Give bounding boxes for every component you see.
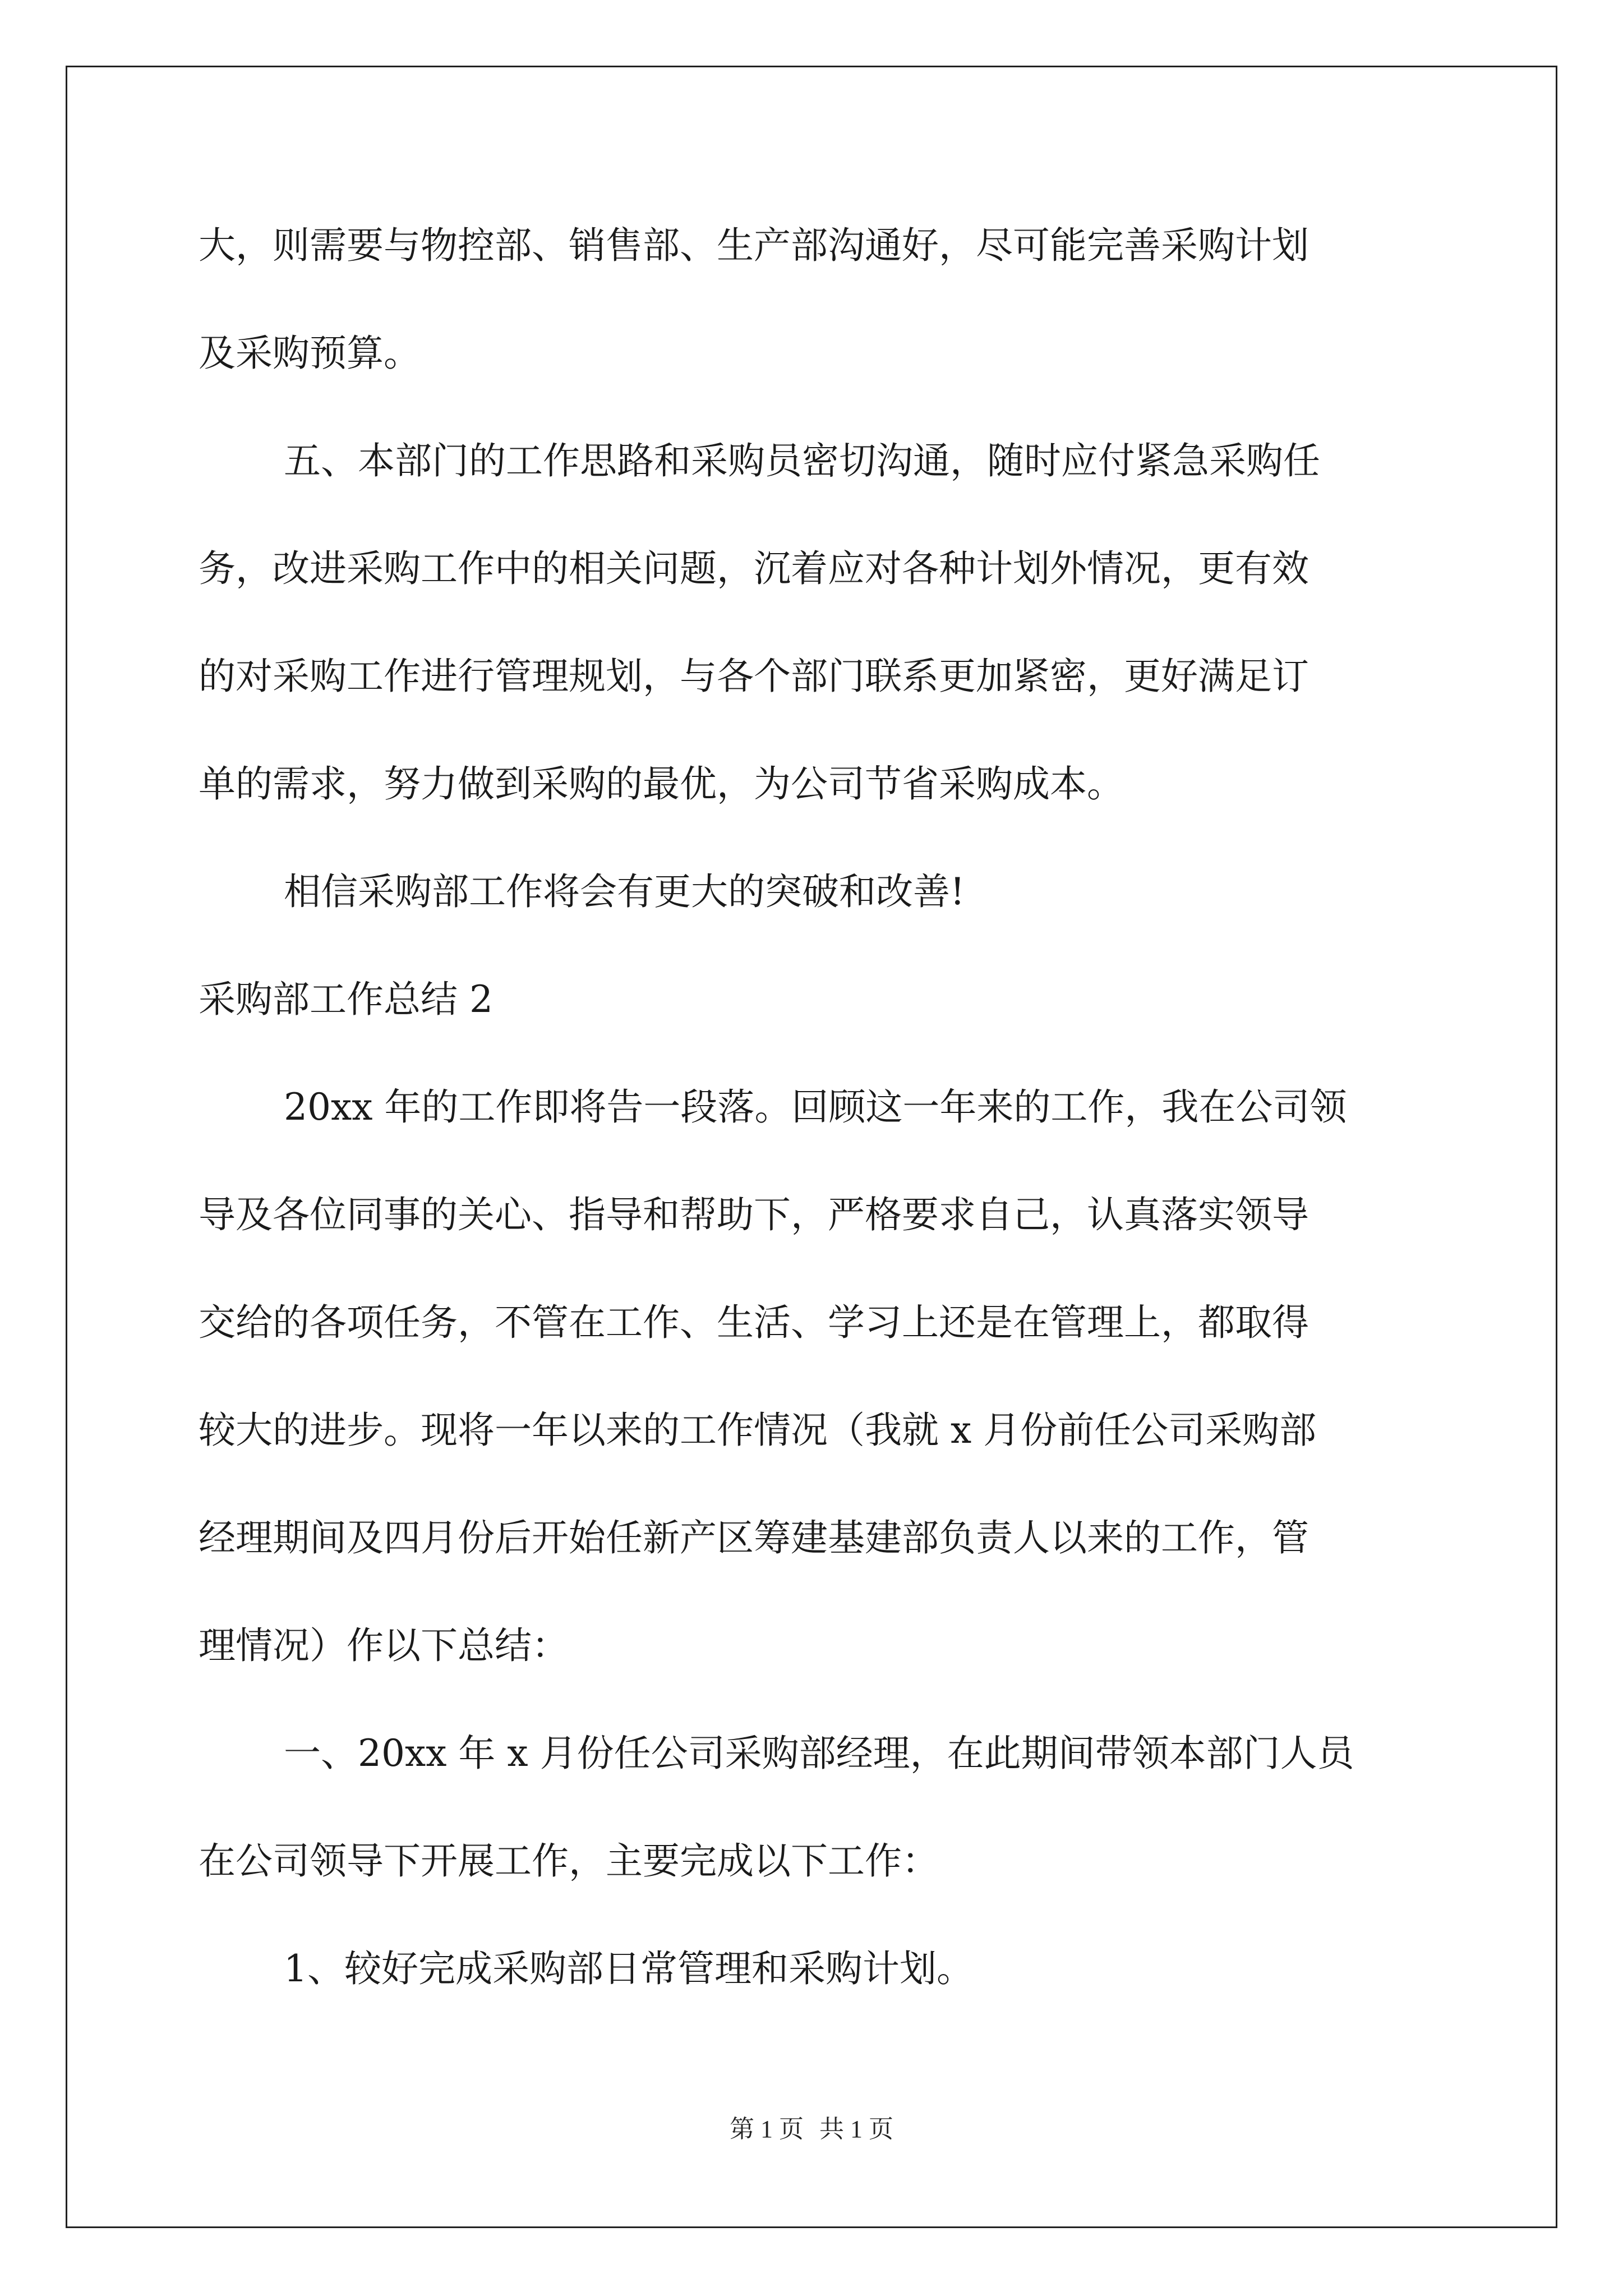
paragraph-line: 一、20xx 年 x 月份任公司采购部经理，在此期间带领本部门人员 bbox=[284, 1732, 1354, 1775]
paragraph-line: 1、较好完成采购部日常管理和采购计划。 bbox=[284, 1947, 974, 1990]
paragraph-line: 及采购预算。 bbox=[199, 332, 421, 375]
paragraph-line: 交给的各项任务，不管在工作、生活、学习上还是在管理上，都取得 bbox=[199, 1301, 1309, 1344]
paragraph-line: 相信采购部工作将会有更大的突破和改善! bbox=[284, 870, 965, 913]
paragraph-line: 20xx 年的工作即将告一段落。回顾这一年来的工作，我在公司领 bbox=[284, 1085, 1347, 1129]
document-body bbox=[199, 219, 1427, 1996]
paragraph-line: 的对采购工作进行管理规划，与各个部门联系更加紧密，更好满足订 bbox=[199, 655, 1309, 698]
section-heading: 采购部工作总结 2 bbox=[199, 978, 493, 1021]
paragraph-line: 务，改进采购工作中的相关问题，沉着应对各种计划外情况，更有效 bbox=[199, 547, 1309, 590]
paragraph-line: 单的需求，努力做到采购的最优，为公司节省采购成本。 bbox=[199, 762, 1124, 806]
paragraph-line: 五、本部门的工作思路和采购员密切沟通，随时应付紧急采购任 bbox=[284, 439, 1320, 482]
page-number: 第 1 页 bbox=[730, 2115, 804, 2143]
page-footer bbox=[0, 2114, 1623, 2145]
paragraph-line: 经理期间及四月份后开始任新产区筹建基建部负责人以来的工作，管 bbox=[199, 1516, 1309, 1559]
paragraph-line: 大，则需要与物控部、销售部、生产部沟通好，尽可能完善采购计划 bbox=[199, 224, 1309, 267]
page-total: 共 1 页 bbox=[819, 2115, 893, 2143]
paragraph-line: 在公司领导下开展工作，主要完成以下工作： bbox=[199, 1839, 939, 1883]
paragraph-line: 导及各位同事的关心、指导和帮助下，严格要求自己，认真落实领导 bbox=[199, 1193, 1309, 1236]
paragraph-line: 理情况）作以下总结： bbox=[199, 1624, 569, 1667]
paragraph-line: 较大的进步。现将一年以来的工作情况（我就 x 月份前任公司采购部 bbox=[199, 1409, 1317, 1452]
